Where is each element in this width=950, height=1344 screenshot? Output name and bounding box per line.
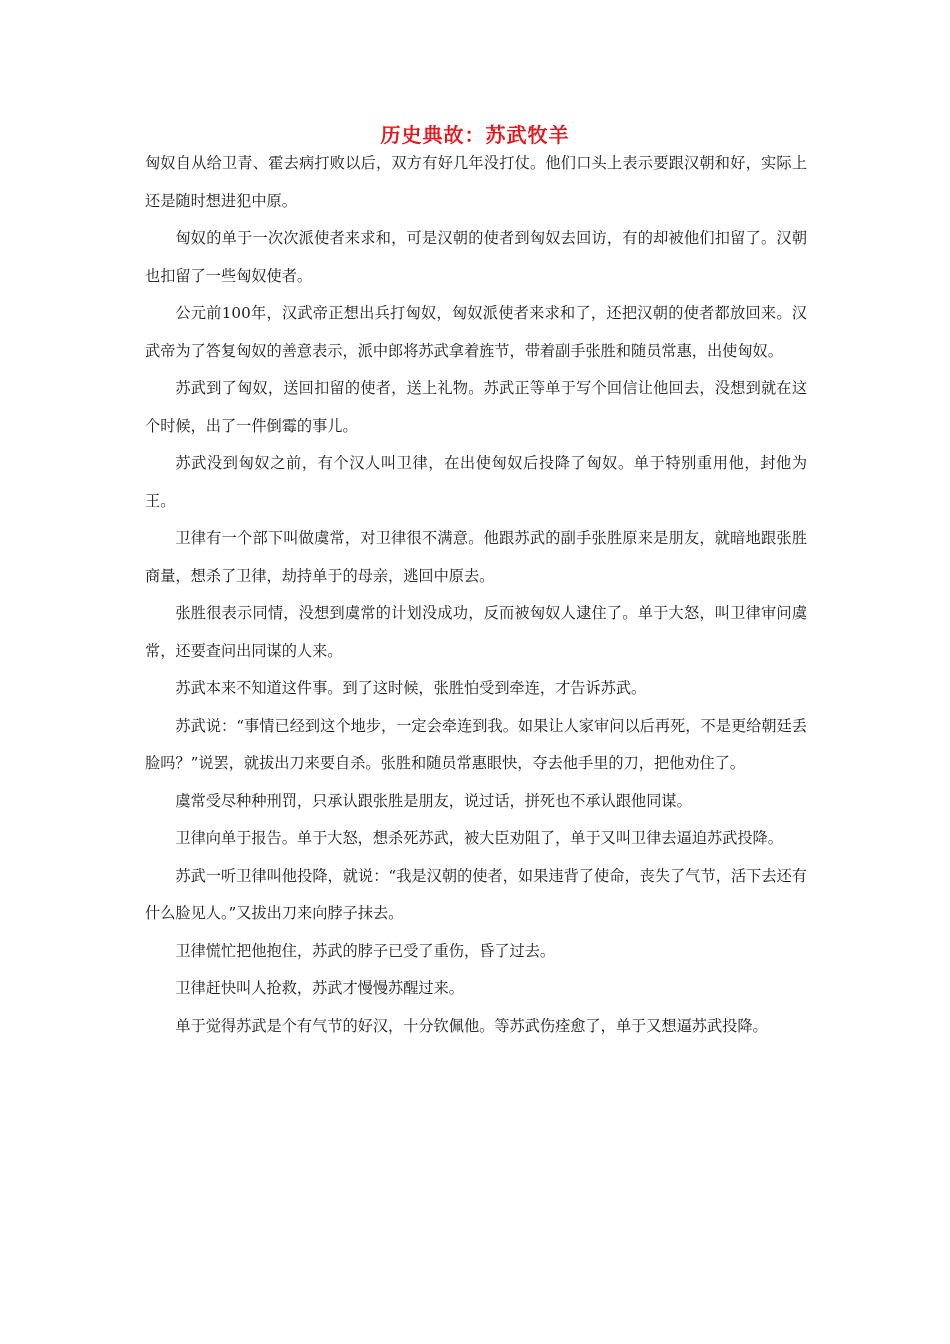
document-body	[145, 145, 807, 1045]
paragraph-13: 卫律慌忙把他抱住，苏武的脖子已受了重伤，昏了过去。	[175, 941, 556, 960]
paragraph-5: 苏武没到匈奴之前，有个汉人叫卫律，在出使匈奴后投降了匈奴。单于特别重用他，封他为王。	[145, 454, 807, 510]
paragraph-15: 单于觉得苏武是个有气节的好汉，十分钦佩他。等苏武伤痊愈了，单于又想逼苏武投降。	[175, 1016, 768, 1035]
paragraph-10: 虞常受尽种种刑罚，只承认跟张胜是朋友，说过话，拼死也不承认跟他同谋。	[175, 791, 692, 810]
paragraph-7: 张胜很表示同情，没想到虞常的计划没成功，反而被匈奴人逮住了。单于大怒，叫卫律审问虞常，还要查问出同谋的人来。	[145, 604, 807, 660]
paragraph-11: 卫律向单于报告。单于大怒，想杀死苏武，被大臣劝阻了，单于又叫卫律去逼迫苏武投降。	[175, 829, 783, 847]
paragraph-1: 匈奴自从给卫青、霍去病打败以后，双方有好几年没打仗。他们口头上表示要跟汉朝和好，实际上还是随时想进犯中原。	[145, 154, 807, 210]
paragraph-14: 卫律赶快叫人抢救，苏武才慢慢苏醒过来。	[175, 979, 464, 997]
paragraph-6: 卫律有一个部下叫做虞常，对卫律很不满意。他跟苏武的副手张胜原来是朋友，就暗地跟张胜商量，想杀了卫律，劫持单于的母亲，逃回中原去。	[145, 529, 807, 585]
paragraph-9: 苏武说：“事情已经到这个地步，一定会牵连到我。如果让人家审问以后再死，不是更给朝廷丢脸吗？”说罢，就拔出刀来要自杀。张胜和随员常惠眼快，夺去他手里的刀，把他劝住了。	[145, 716, 807, 772]
paragraph-12: 苏武一听卫律叫他投降，就说：“我是汉朝的使者，如果违背了使命，丧失了气节，活下去还有什么脸见人。”又拔出刀来向脖子抹去。	[145, 866, 807, 922]
paragraph-2: 匈奴的单于一次次派使者来求和，可是汉朝的使者到匈奴去回访，有的却被他们扣留了。汉朝也扣留了一些匈奴使者。	[145, 229, 807, 285]
paragraph-3: 公元前100年，汉武帝正想出兵打匈奴，匈奴派使者来求和了，还把汉朝的使者都放回来。汉武帝为了答复匈奴的善意表示，派中郎将苏武拿着旌节，带着副手张胜和随员常惠，出使匈奴。	[145, 304, 807, 360]
paragraph-8: 苏武本来不知道这件事。到了这时候，张胜怕受到牵连，才告诉苏武。	[175, 679, 647, 697]
paragraph-4: 苏武到了匈奴，送回扣留的使者，送上礼物。苏武正等单于写个回信让他回去，没想到就在这个时候，出了一件倒霉的事儿。	[145, 379, 807, 435]
document-title: 历史典故：苏武牧羊	[380, 123, 570, 147]
